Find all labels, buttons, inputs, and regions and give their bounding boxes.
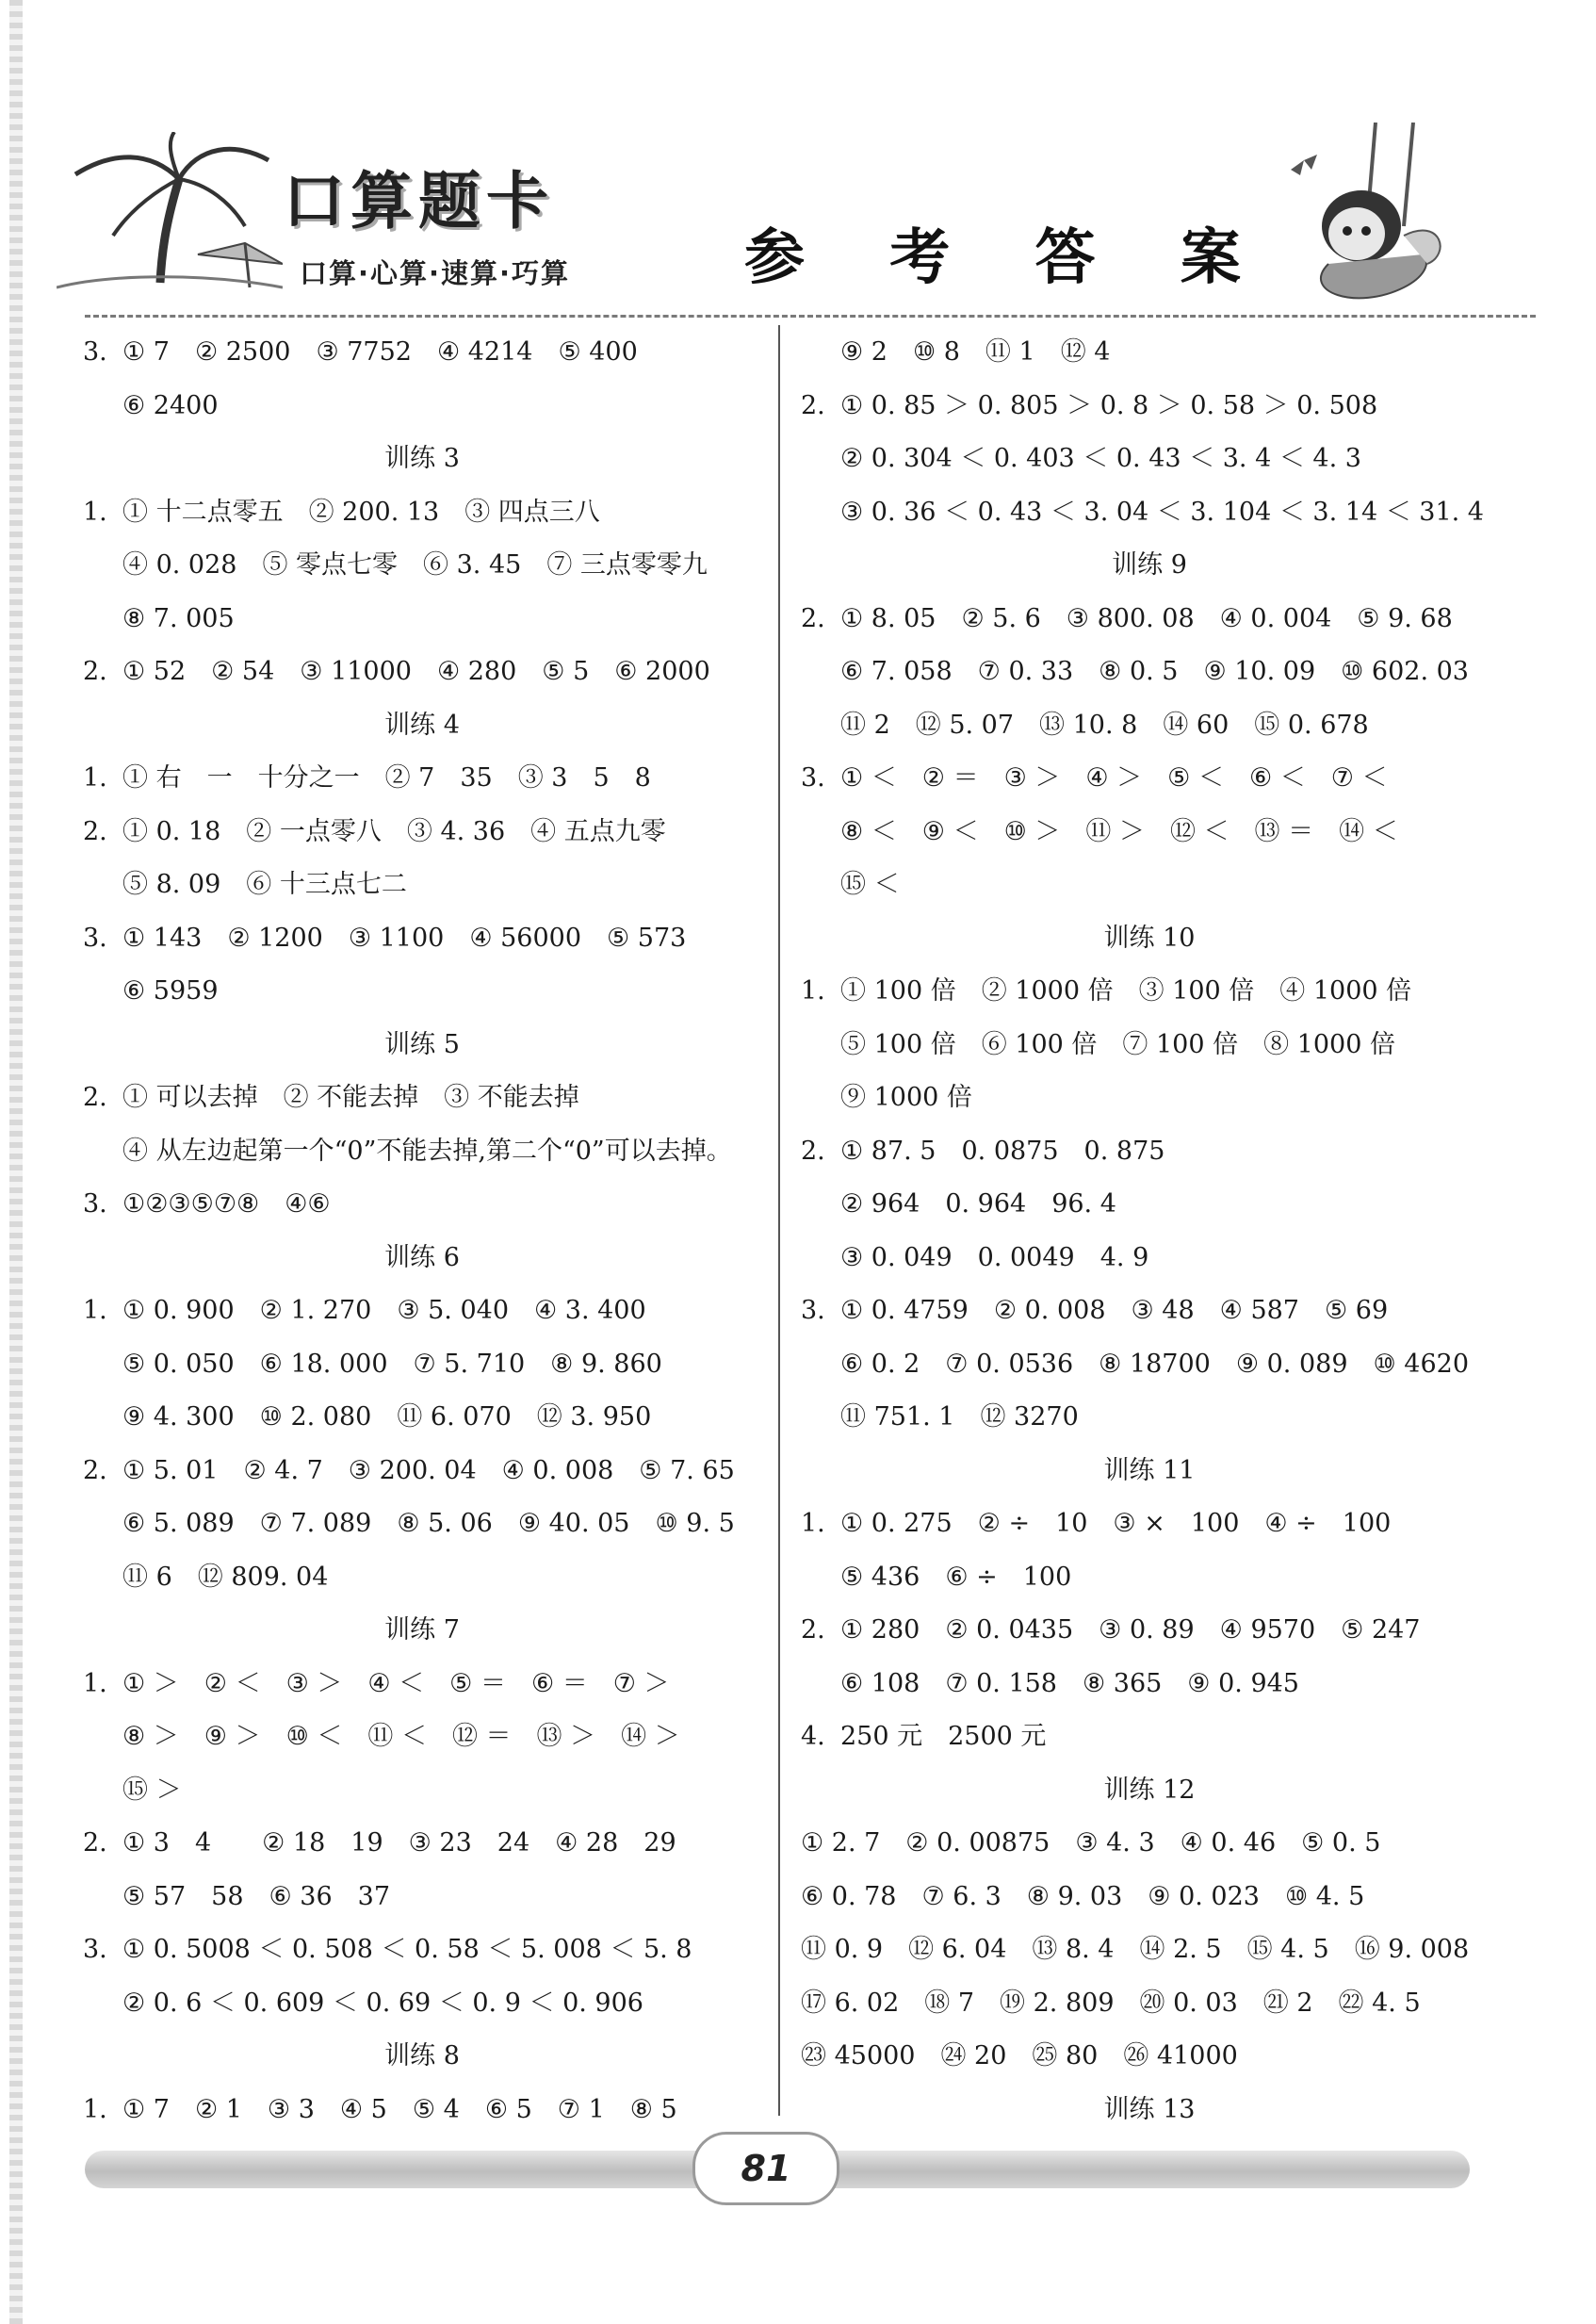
answer-line [83,2084,761,2137]
question-number: 2. [83,1828,107,1858]
answer-text: ① 0. 275 ② ÷ 10 ③ × 100 ④ ÷ 100 [840,1509,1392,1538]
answer-line: ⑪ 6 ⑫ 809. 04 [122,1562,329,1592]
question-number: 3. [83,923,107,953]
answer-text: ① 8. 05 ② 5. 6 ③ 800. 08 ④ 0. 004 ⑤ 9. 68 [840,603,1453,633]
answer-line: ⑥ 108 ⑦ 0. 158 ⑧ 365 ⑨ 0. 945 [840,1668,1299,1698]
answer-line: ⑮ ＞ [122,1775,182,1805]
answer-column-right [801,326,1498,2190]
answer-line: ⑥ 2400 [122,390,219,420]
section-heading: 训练 6 [384,1242,460,1272]
answer-line: ⑥ 5959 [122,976,219,1006]
question-number: 3. [801,763,825,793]
answer-text: ①②③⑤⑦⑧ ④⑥ [122,1189,331,1219]
answer-line: ⑧ ＜ ⑨ ＜ ⑩ ＞ ⑪ ＞ ⑫ ＜ ⑬ ＝ ⑭ ＜ [840,816,1398,846]
answer-line [801,1710,1498,1764]
answer-line [801,380,1498,434]
answer-line: ③ 0. 36 ＜ 0. 43 ＜ 3. 04 ＜ 3. 104 ＜ 3. 14 ＜ 31. 4 [840,497,1484,527]
question-number: 1. [83,1296,107,1325]
palm-tree-icon [57,132,283,292]
answer-line [83,1923,761,1977]
answer-text: ① 0. 4759 ② 0. 008 ③ 48 ④ 587 ⑤ 69 [840,1296,1389,1325]
answer-line: ⑨ 2 ⑩ 8 ⑪ 1 ⑫ 4 [840,337,1111,367]
answer-line: ⑤ 0. 050 ⑥ 18. 000 ⑦ 5. 710 ⑧ 9. 860 [122,1349,662,1379]
page-header [0,0,1596,320]
answer-line: ⑥ 0. 2 ⑦ 0. 0536 ⑧ 18700 ⑨ 0. 089 ⑩ 4620 [840,1349,1469,1379]
answer-text: ① ＜ ② ＝ ③ ＞ ④ ＞ ⑤ ＜ ⑥ ＜ ⑦ ＜ [840,763,1388,793]
answer-line: ⑪ 0. 9 ⑫ 6. 04 ⑬ 8. 4 ⑭ 2. 5 ⑮ 4. 5 ⑯ 9. 008 [801,1935,1470,1964]
answer-text: ① 52 ② 54 ③ 11000 ④ 280 ⑤ 5 ⑥ 2000 [122,657,710,686]
answer-line: ⑥ 0. 78 ⑦ 6. 3 ⑧ 9. 03 ⑨ 0. 023 ⑩ 4. 5 [801,1881,1365,1911]
answer-line [801,965,1498,1019]
answer-line: ④ 从左边起第一个“0”不能去掉,第二个“0”可以去掉。 [122,1136,732,1166]
answer-text: ① 右 一 十分之一 ② 7 35 ③ 3 5 8 [122,763,651,793]
answer-line: ⑧ 7. 005 [122,603,235,633]
answer-line: ⑨ 4. 300 ⑩ 2. 080 ⑪ 6. 070 ⑫ 3. 950 [122,1402,652,1432]
answer-line [83,806,761,859]
question-number: 3. [83,1935,107,1964]
question-number: 1. [801,976,825,1006]
answer-text: ① 0. 5008 ＜ 0. 508 ＜ 0. 58 ＜ 5. 008 ＜ 5. 8 [122,1935,692,1964]
answer-text: ① 143 ② 1200 ③ 1100 ④ 56000 ⑤ 573 [122,923,687,953]
answer-column-left [83,326,761,2136]
question-number: 3. [83,1189,107,1219]
header-divider [85,315,1536,318]
answer-line [83,1072,761,1125]
section-heading: 训练 13 [1103,2094,1196,2124]
answer-line: ⑧ ＞ ⑨ ＞ ⑩ ＜ ⑪ ＜ ⑫ ＝ ⑬ ＞ ⑭ ＞ [122,1722,680,1751]
answer-line [83,1817,761,1871]
answer-text: ① 7 ② 2500 ③ 7752 ④ 4214 ⑤ 400 [122,337,638,367]
answer-text: 250 元 2500 元 [840,1722,1047,1751]
page-title: 参 考 答 案 [744,222,1273,293]
column-divider [778,325,780,2116]
question-number: 2. [801,603,825,633]
answer-text: ① 0. 900 ② 1. 270 ③ 5. 040 ④ 3. 400 [122,1296,646,1325]
question-number: 1. [83,497,107,527]
question-number: 1. [83,1668,107,1698]
answer-line: ⑪ 751. 1 ⑫ 3270 [840,1402,1079,1432]
answer-line: ⑮ ＜ [840,870,900,899]
answer-text: ① ＞ ② ＜ ③ ＞ ④ ＜ ⑤ ＝ ⑥ ＝ ⑦ ＞ [122,1668,670,1698]
answer-line [801,752,1498,806]
answer-line [83,326,761,380]
answer-line: ② 964 0. 964 96. 4 [840,1189,1116,1219]
answer-line [83,1285,761,1338]
section-heading: 训练 12 [1103,1775,1196,1805]
answer-line: ① 2. 7 ② 0. 00875 ③ 4. 3 ④ 0. 46 ⑤ 0. 5 [801,1828,1381,1858]
answer-text: ① 0. 18 ② 一点零八 ③ 4. 36 ④ 五点九零 [122,816,666,846]
question-number: 4. [801,1722,825,1751]
answer-line [83,486,761,540]
answer-line: ③ 0. 049 0. 0049 4. 9 [840,1242,1149,1272]
section-heading: 训练 7 [384,1615,460,1645]
answer-line [83,1658,761,1711]
question-number: 2. [801,1136,825,1166]
answer-line: ② 0. 304 ＜ 0. 403 ＜ 0. 43 ＜ 3. 4 ＜ 4. 3 [840,444,1361,473]
answer-line: ⑰ 6. 02 ⑱ 7 ⑲ 2. 809 ⑳ 0. 03 ㉑ 2 ㉒ 4. 5 [801,1988,1421,2018]
answer-line: ④ 0. 028 ⑤ 零点七零 ⑥ 3. 45 ⑦ 三点零零九 [122,550,708,580]
brand-subtitle: 口算·心算·速算·巧算 [300,257,571,289]
question-number: 2. [83,1455,107,1485]
fairy-illustration-icon [1262,123,1451,311]
question-number: 2. [801,1615,825,1645]
section-heading: 训练 4 [384,710,460,740]
answer-line [83,752,761,806]
answer-text: ① 0. 85 ＞ 0. 805 ＞ 0. 8 ＞ 0. 58 ＞ 0. 508 [840,390,1378,420]
section-heading: 训练 3 [384,444,460,473]
answer-line: ⑪ 2 ⑫ 5. 07 ⑬ 10. 8 ⑭ 60 ⑮ 0. 678 [840,710,1369,740]
section-heading: 训练 5 [384,1029,460,1059]
answer-line [801,1498,1498,1551]
question-number: 2. [801,390,825,420]
page-number: 81 [692,2132,839,2205]
page-binding-edge [9,0,23,2324]
answer-text: ① 100 倍 ② 1000 倍 ③ 100 倍 ④ 1000 倍 [840,976,1412,1006]
answer-text: ① 280 ② 0. 0435 ③ 0. 89 ④ 9570 ⑤ 247 [840,1615,1421,1645]
answer-line: ㉓ 45000 ㉔ 20 ㉕ 80 ㉖ 41000 [801,2041,1238,2070]
section-heading: 训练 11 [1103,1455,1196,1485]
answer-line: ② 0. 6 ＜ 0. 609 ＜ 0. 69 ＜ 0. 9 ＜ 0. 906 [122,1988,643,2018]
question-number: 1. [801,1509,825,1538]
answer-line: ⑥ 7. 058 ⑦ 0. 33 ⑧ 0. 5 ⑨ 10. 09 ⑩ 602. 03 [840,657,1469,686]
answer-line: ⑤ 436 ⑥ ÷ 100 [840,1562,1072,1592]
answer-line: ⑤ 100 倍 ⑥ 100 倍 ⑦ 100 倍 ⑧ 1000 倍 [840,1029,1395,1059]
question-number: 2. [83,816,107,846]
answer-line: ⑤ 8. 09 ⑥ 十三点七二 [122,870,407,899]
answer-text: ① 3 4 ② 18 19 ③ 23 24 ④ 28 29 [122,1828,676,1858]
section-heading: 训练 9 [1112,550,1187,580]
question-number: 2. [83,657,107,686]
section-heading: 训练 10 [1103,923,1196,953]
question-number: 2. [83,1083,107,1112]
answer-text: ① 十二点零五 ② 200. 13 ③ 四点三八 [122,497,600,527]
answer-line [83,1445,761,1498]
answer-text: ① 5. 01 ② 4. 7 ③ 200. 04 ④ 0. 008 ⑤ 7. 65 [122,1455,735,1485]
answer-line [83,912,761,966]
question-number: 1. [83,763,107,793]
question-number: 1. [83,2094,107,2124]
answer-text: ① 可以去掉 ② 不能去掉 ③ 不能去掉 [122,1083,579,1112]
answer-text: ① 87. 5 0. 0875 0. 875 [840,1136,1165,1166]
answer-text: ① 7 ② 1 ③ 3 ④ 5 ⑤ 4 ⑥ 5 ⑦ 1 ⑧ 5 [122,2094,677,2124]
answer-line [801,1285,1498,1338]
answer-line [83,646,761,699]
answer-line: ⑤ 57 58 ⑥ 36 37 [122,1881,391,1911]
section-heading: 训练 8 [384,2041,460,2070]
question-number: 3. [83,337,107,367]
answer-line [83,1178,761,1232]
brand-title: 口算题卡 [283,165,554,237]
answer-line [801,593,1498,646]
answer-line [801,1604,1498,1658]
answer-line [801,1125,1498,1179]
question-number: 3. [801,1296,825,1325]
answer-line: ⑨ 1000 倍 [840,1083,972,1112]
answer-line: ⑥ 5. 089 ⑦ 7. 089 ⑧ 5. 06 ⑨ 40. 05 ⑩ 9. 5 [122,1509,735,1538]
